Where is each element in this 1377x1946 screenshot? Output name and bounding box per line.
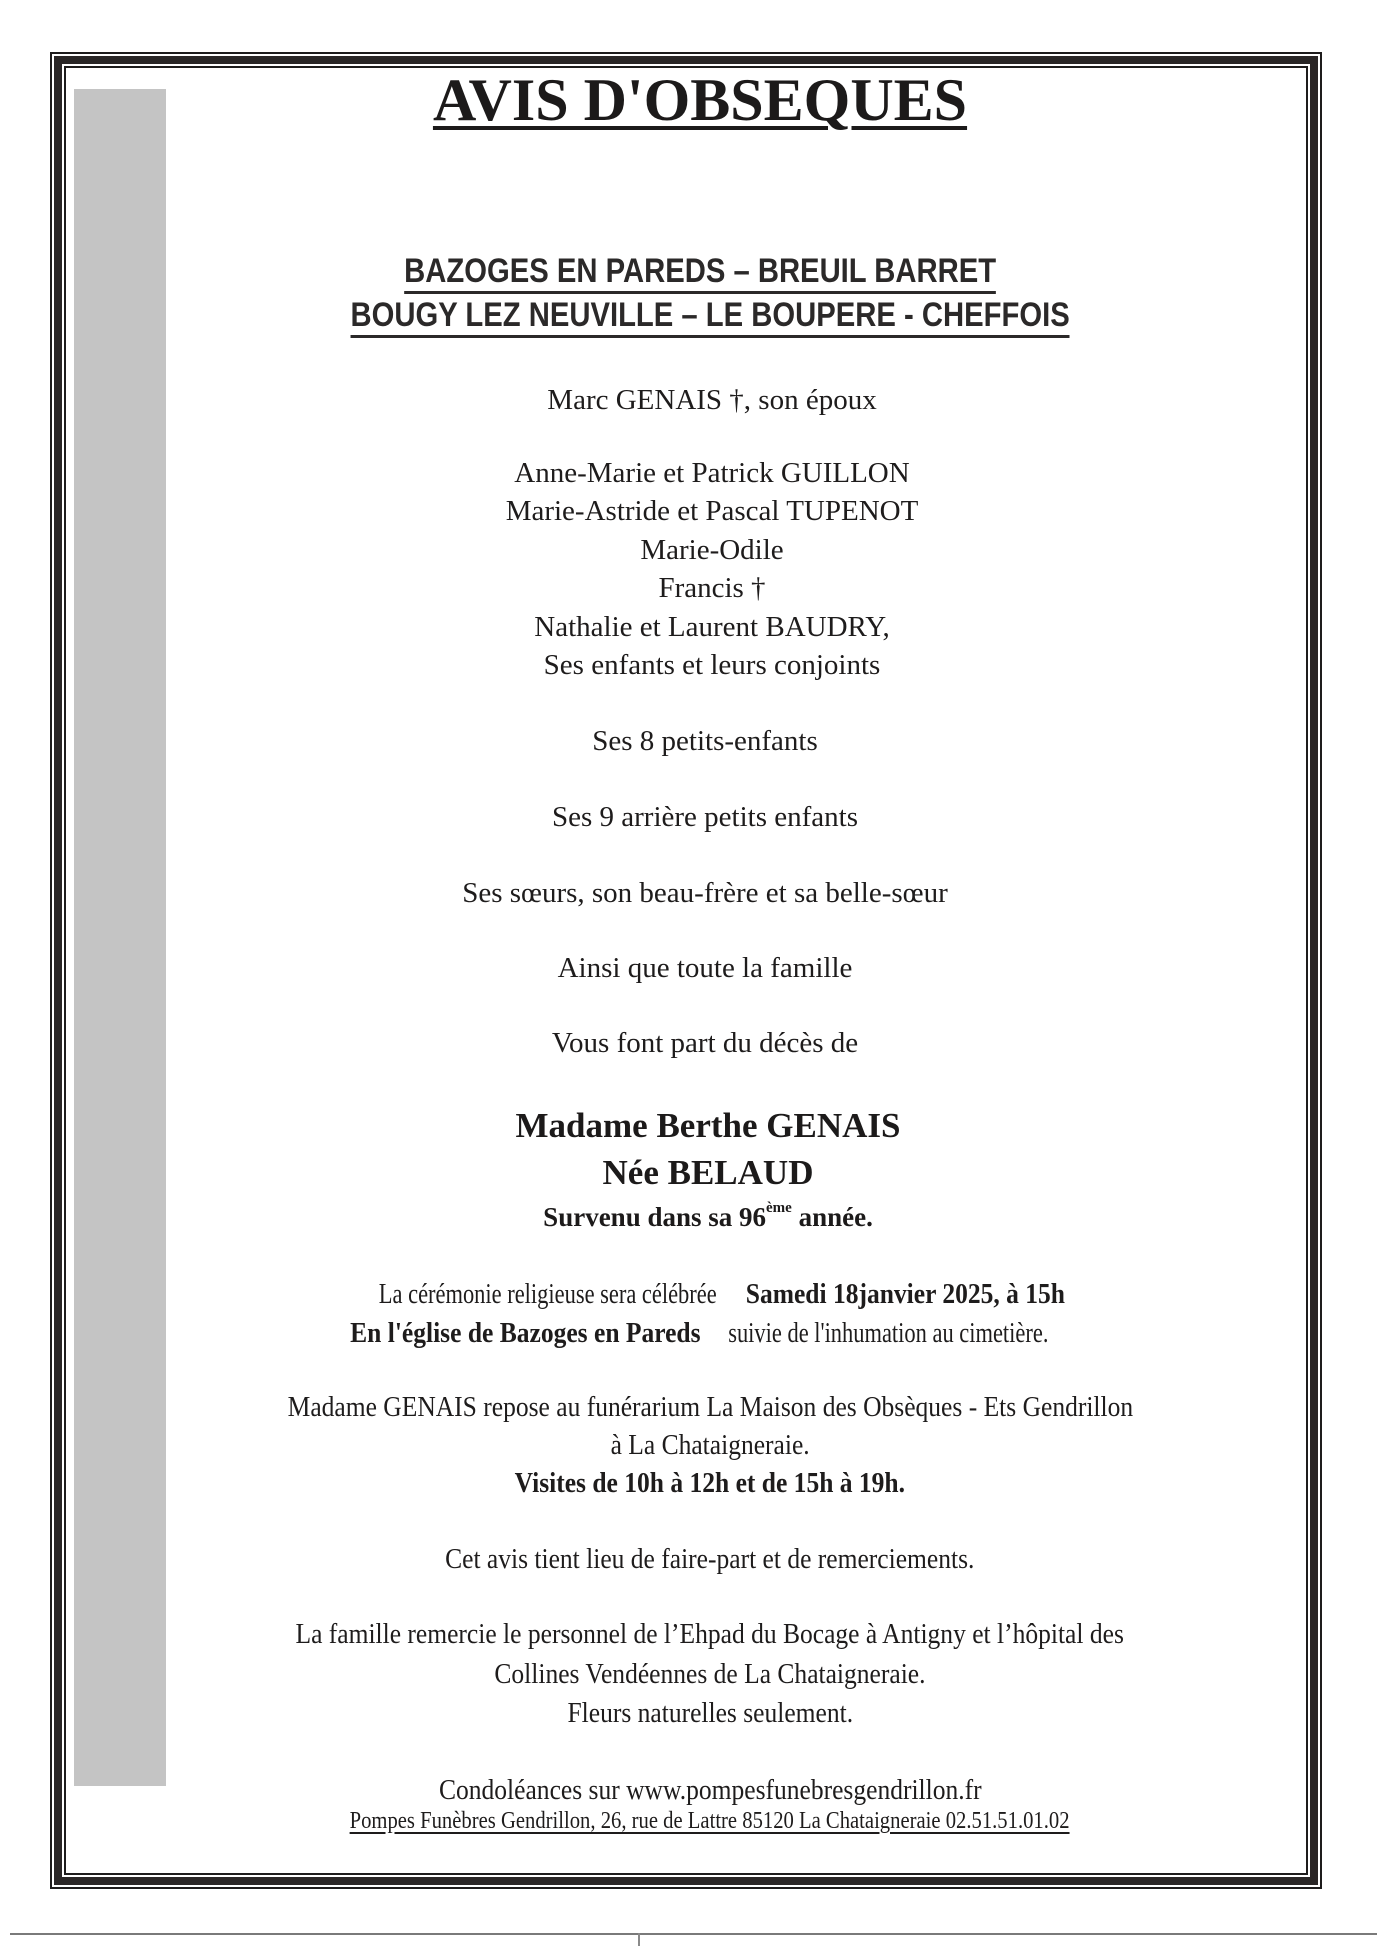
spouse-line: Marc GENAIS †, son époux [547,384,877,416]
flowers-line [180,1697,1240,1730]
siblings-line: Ses sœurs, son beau-frère et sa belle-sœur [462,877,948,909]
ceremony-place: En l'église de Bazoges en Pareds [349,1317,701,1349]
ceremony-date: Samedi 18janvier 2025, à 15h [745,1278,1065,1310]
thanks-line-1 [180,1618,1240,1651]
location-line-2 [180,296,1240,338]
notice-info-text: Cet avis tient lieu de faire-part et de remerciements. [445,1543,975,1575]
visits-line [180,1467,1240,1500]
ceremony-intro: La cérémonie religieuse sera célébrée [378,1278,723,1310]
condolences-line [180,1774,1240,1807]
gray-side-bar [74,89,166,1786]
ceremony-line-1 [180,1278,1240,1311]
age-superscript: ème [766,1200,792,1216]
condolences-text: Condoléances sur www.pompesfunebresgendrillon.fr [438,1774,982,1806]
ceremony-line-2-text [350,1317,1071,1350]
thanks-line-2-text: Collines Vendéennes de La Chataigneraie. [494,1658,926,1690]
ceremony-line-2 [180,1317,1240,1350]
rest-line-1 [180,1391,1240,1424]
ceremony-line-1-text [355,1278,1065,1311]
flowers-text: Fleurs naturelles seulement. [567,1697,853,1729]
age-line [178,1202,1238,1233]
notice-info-line [180,1543,1240,1576]
location-line-1 [170,252,1230,294]
great-grandchildren-line: Ses 9 arrière petits enfants [551,801,858,833]
funeral-home-text: Pompes Funèbres Gendrillon, 26, rue de Lattre 85120 La Chataigneraie 02.51.51.01.02 [350,1808,1070,1834]
deceased-name: Madame Berthe GENAIS [515,1106,901,1145]
visits-text-wrap [515,1467,905,1500]
page-bottom-tick [638,1933,640,1946]
rest-line-2-text: à La Chataigneraie. [610,1429,810,1461]
ceremony-burial: suivie de l'inhumation au cimetière. [722,1317,1049,1349]
maiden-name: Née BELAUD [602,1153,814,1192]
children-summary: Ses enfants et leurs conjoints [543,649,881,681]
rest-line-2 [180,1429,1240,1462]
child-line: Nathalie et Laurent BAUDRY, [534,611,890,643]
child-line: Anne-Marie et Patrick GUILLON [514,457,910,489]
child-line: Francis † [658,572,766,604]
child-line: Marie-Odile [640,534,784,566]
grandchildren-line: Ses 8 petits-enfants [592,725,818,757]
rest-line-1-text: Madame GENAIS repose au funérarium La Maison des Obsèques - Ets Gendrillon [287,1391,1133,1423]
age-prefix: Survenu dans sa 96 [543,1202,767,1232]
location-text-1: BAZOGES EN PAREDS – BREUIL BARRET [404,252,996,294]
child-line: Marie-Astride et Pascal TUPENOT [505,495,919,527]
notice-title [170,66,1230,135]
age-suffix: année. [791,1202,873,1232]
thanks-line-2 [180,1658,1240,1691]
page-bottom-rule [10,1933,1377,1935]
visits-text: Visites de 10h à 12h et de 15h à 19h. [514,1467,906,1499]
location-text-2: BOUGY LEZ NEUVILLE – LE BOUPERE - CHEFFOIS [350,296,1069,338]
funeral-home-address [180,1808,1240,1835]
family-line: Ainsi que toute la famille [557,952,853,984]
announce-line: Vous font part du décès de [551,1027,859,1059]
thanks-line-1-text: La famille remercie le personnel de l’Ehpad du Bocage à Antigny et l’hôpital des [295,1618,1125,1650]
notice-title-text: AVIS D'OBSEQUES [432,67,968,133]
